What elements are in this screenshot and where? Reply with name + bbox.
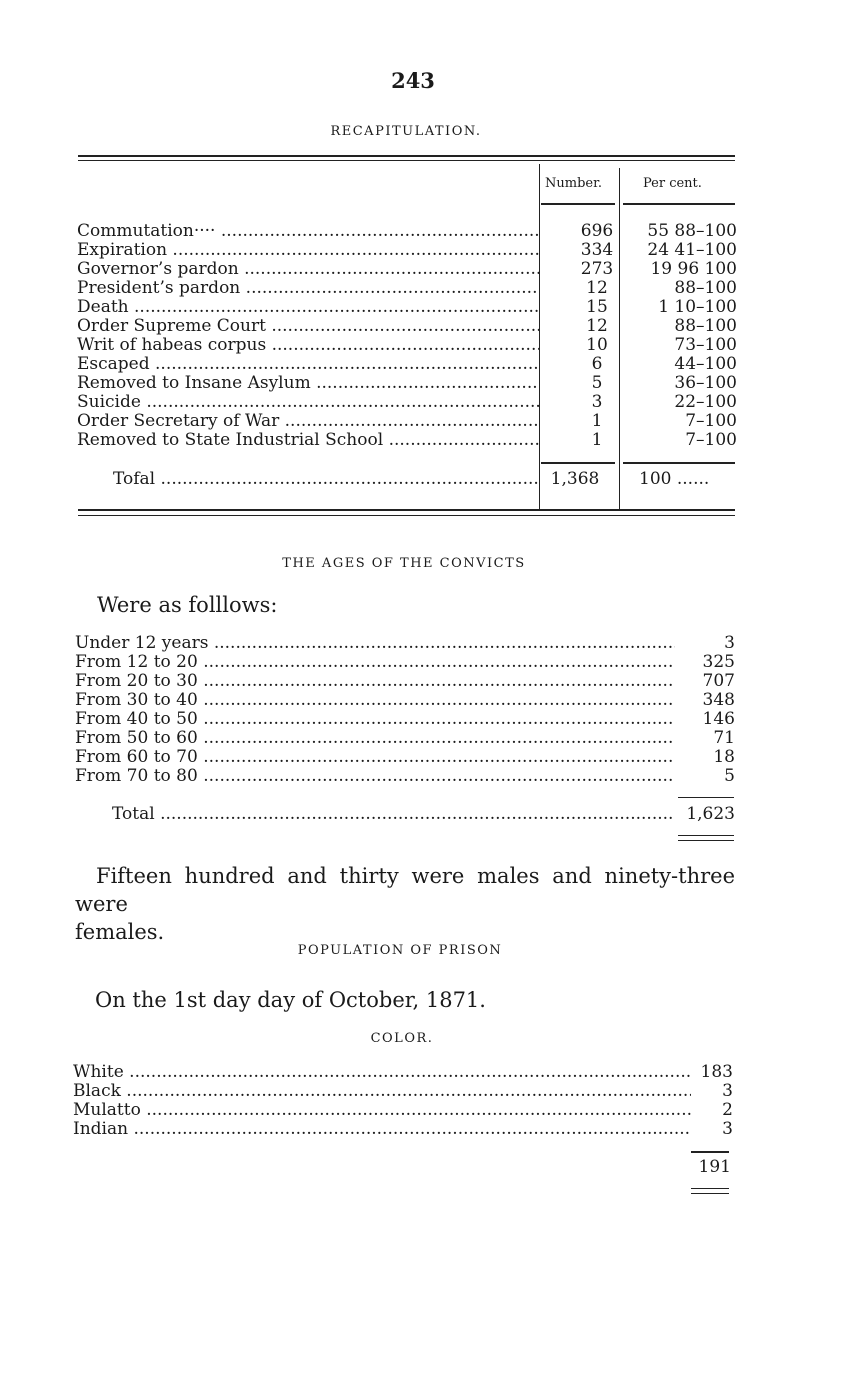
- row-number: 6: [591, 354, 603, 374]
- row-label: Writ of habeas corpus .....: [77, 336, 539, 355]
- population-heading: POPULATION OF PRISON: [297, 943, 503, 958]
- age-label: From 20 to 30 .....: [75, 672, 675, 691]
- age-label: From 30 to 40 .....: [75, 691, 675, 710]
- col-header-number: Number.: [545, 176, 603, 191]
- row-number: 1: [591, 430, 603, 450]
- row-number: 12: [586, 316, 608, 336]
- age-label: Under 12 years .....: [75, 634, 675, 653]
- color-label: Black .....: [73, 1082, 691, 1101]
- total-rule: [691, 1151, 729, 1153]
- total-label: Total .....: [75, 805, 675, 824]
- row-number: 15: [586, 297, 608, 317]
- row-percent: 73–100: [674, 335, 737, 355]
- color-label: Mulatto .....: [73, 1101, 691, 1120]
- row-label: Removed to State Industrial School .....: [77, 431, 539, 450]
- age-value: 18: [713, 747, 735, 767]
- age-label: From 50 to 60 .....: [75, 729, 675, 748]
- row-number: 12: [586, 278, 608, 298]
- total-label: Tofal .....: [77, 470, 539, 489]
- header-rule: [623, 203, 735, 205]
- age-label: From 70 to 80 .....: [75, 767, 675, 786]
- row-percent: 7–100: [685, 411, 737, 431]
- row-percent: 22–100: [674, 392, 737, 412]
- row-number: 273: [580, 259, 614, 279]
- row-number: 10: [586, 335, 608, 355]
- row-percent: 1 10–100: [658, 297, 737, 317]
- header-rule: [541, 203, 615, 205]
- page-number: 243: [391, 68, 435, 93]
- row-label: Death .....: [77, 298, 539, 317]
- table-bottom-rule: [78, 509, 735, 511]
- total-double-rule: [678, 835, 734, 836]
- age-value: 146: [702, 709, 735, 729]
- total-rule: [678, 797, 734, 798]
- color-label: White .....: [73, 1063, 691, 1082]
- population-intro: On the 1st day day of October, 1871.: [95, 988, 486, 1012]
- color-heading: COLOR.: [370, 1031, 434, 1046]
- total-double-rule: [691, 1188, 729, 1189]
- column-divider: [619, 168, 620, 510]
- row-percent: 7–100: [685, 430, 737, 450]
- age-value: 707: [702, 671, 735, 691]
- row-percent: 36–100: [674, 373, 737, 393]
- total-double-rule: [678, 840, 734, 841]
- color-value: 3: [722, 1119, 733, 1139]
- sex-note-line: females.: [75, 920, 165, 944]
- color-value: 2: [722, 1100, 733, 1120]
- color-value: 3: [722, 1081, 733, 1101]
- row-percent: 88–100: [674, 316, 737, 336]
- row-label: Governor’s pardon .....: [77, 260, 539, 279]
- ages-heading: THE AGES OF THE CONVICTS: [282, 556, 526, 571]
- total-double-rule: [691, 1193, 729, 1194]
- age-label: From 40 to 50 .....: [75, 710, 675, 729]
- total-rule: [623, 462, 735, 464]
- age-value: 5: [724, 766, 735, 786]
- total-value: 1,623: [686, 804, 735, 824]
- row-percent: 55 88–100: [647, 221, 737, 241]
- row-label: President’s pardon .....: [77, 279, 539, 298]
- row-label: Suicide .....: [77, 393, 539, 412]
- age-value: 71: [713, 728, 735, 748]
- row-number: 334: [580, 240, 614, 260]
- color-value: 183: [700, 1062, 733, 1082]
- row-percent: 44–100: [674, 354, 737, 374]
- age-label: From 60 to 70 .....: [75, 748, 675, 767]
- sex-note-line: Fifteen hundred and thirty were males and ninety-three were: [75, 864, 735, 916]
- total-value: 191: [698, 1157, 731, 1177]
- table-bottom-rule-thin: [78, 515, 735, 516]
- table-top-rule-thin: [78, 160, 735, 161]
- ages-intro: Were as folllows:: [97, 593, 278, 617]
- column-divider: [539, 164, 540, 510]
- recap-heading: RECAPITULATION.: [330, 124, 482, 139]
- row-label: Escaped .....: [77, 355, 539, 374]
- total-rule: [541, 462, 615, 464]
- total-number: 1,368: [550, 469, 600, 489]
- row-label: Order Supreme Court .....: [77, 317, 539, 336]
- table-top-rule: [78, 155, 735, 157]
- sex-note-paragraph: [75, 862, 735, 946]
- total-percent: 100 ......: [639, 469, 710, 489]
- age-label: From 12 to 20 .....: [75, 653, 675, 672]
- col-header-percent: Per cent.: [643, 176, 702, 191]
- age-value: 348: [702, 690, 735, 710]
- row-percent: 88–100: [674, 278, 737, 298]
- color-label: Indian .....: [73, 1120, 691, 1139]
- row-number: 696: [580, 221, 614, 241]
- row-label: Expiration .....: [77, 241, 539, 260]
- row-label: Removed to Insane Asylum .....: [77, 374, 539, 393]
- row-number: 5: [591, 373, 603, 393]
- row-number: 3: [591, 392, 603, 412]
- row-label: Order Secretary of War .....: [77, 412, 539, 431]
- age-value: 325: [702, 652, 735, 672]
- row-number: 1: [591, 411, 603, 431]
- row-percent: 19 96 100: [650, 259, 737, 279]
- row-percent: 24 41–100: [647, 240, 737, 260]
- row-label: Commutation···· .....: [77, 222, 539, 241]
- age-value: 3: [724, 633, 735, 653]
